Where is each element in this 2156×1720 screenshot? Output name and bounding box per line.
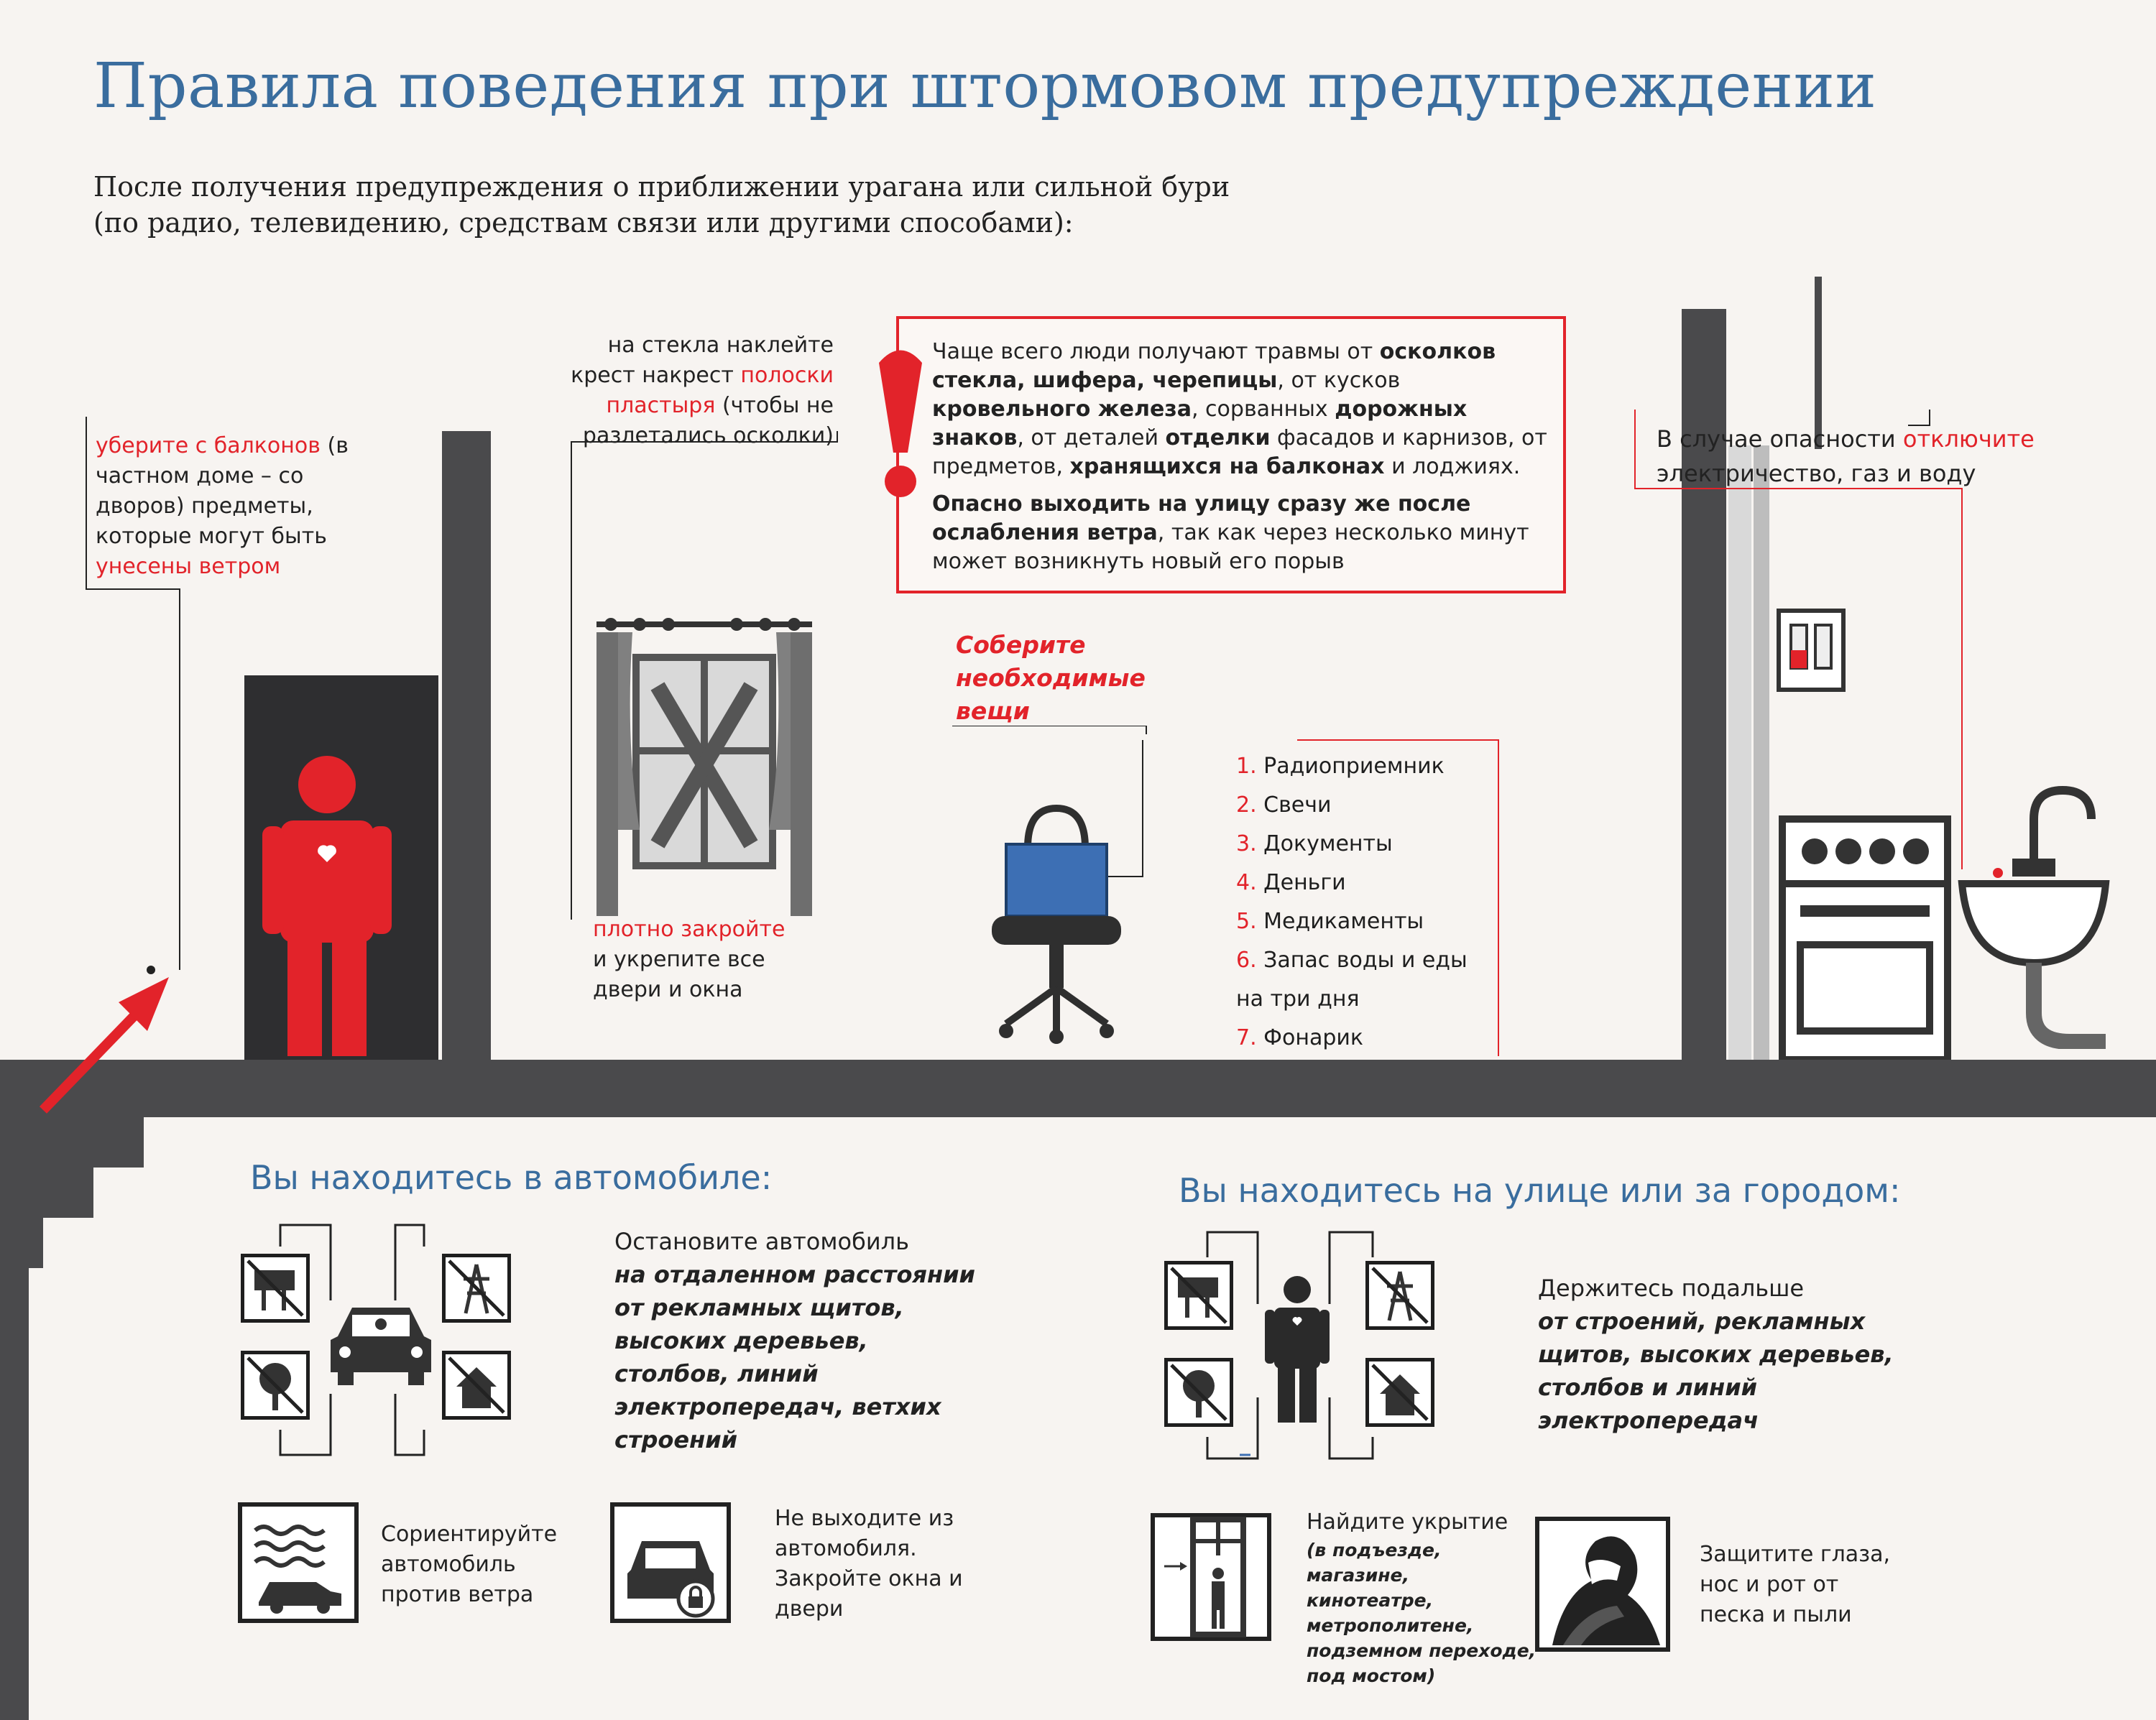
glass-note-accent: полоски пластыря (606, 363, 834, 418)
car-stop-note (614, 1225, 988, 1456)
wind-icon (237, 1502, 359, 1624)
collect-item-6 (1236, 941, 1468, 980)
collect-item-3 (1236, 825, 1468, 864)
collect-item-6b (1236, 980, 1468, 1019)
collect-item-text: Фонарик (1263, 1025, 1364, 1050)
collect-list (1236, 747, 1468, 1058)
lock-icon (609, 1502, 732, 1624)
doors-note-accent: плотно закройте (593, 917, 786, 942)
collect-item-num: 7. (1236, 1025, 1257, 1050)
face-cover-icon (1534, 1516, 1671, 1652)
warning-text-6: дорожных знаков (932, 397, 1468, 450)
collect-item-num: 2. (1236, 792, 1257, 818)
balcony-note-body: (в частном доме – со дворов) предметы, которые могут быть (96, 433, 349, 549)
warning-text-4: кровельного железа (932, 397, 1192, 422)
collect-item-num: 3. (1236, 831, 1257, 856)
collect-item-2 (1236, 786, 1468, 825)
collect-item-text: Радиоприемник (1263, 754, 1445, 779)
warning-text-8: отделки (1165, 425, 1271, 450)
warning-text-13: , так как через несколько минут может возникнуть новый его порыв (932, 520, 1529, 574)
collect-item-text: Запас воды и еды (1263, 948, 1468, 973)
collect-item-text: Деньги (1263, 870, 1346, 895)
warning-text (932, 338, 1565, 576)
warning-text-9: фасадов и карнизов, от предметов, (932, 425, 1547, 479)
switch-panel-icon (1775, 607, 1847, 693)
street-keep-title: Держитесь подальше (1538, 1275, 1805, 1302)
car-stop-body: на отдаленном расстоянии от рекламных щитов, высоких деревьев, столбов, линий электропередач, ветхих строений (614, 1261, 975, 1453)
collect-item-text: Медикаменты (1263, 909, 1424, 934)
warning-text-3: , от кусков (1277, 368, 1401, 393)
glass-note-body: на стекла наклейте крест накрест (571, 333, 834, 388)
person-icon (1265, 1275, 1330, 1423)
street-shelter-title: Найдите укрытие (1307, 1509, 1508, 1535)
power-pylon-icon (442, 1254, 511, 1323)
car-stop-title: Остановите автомобиль (614, 1228, 909, 1255)
street-shelter-note (1307, 1507, 1537, 1688)
house-icon (442, 1351, 511, 1420)
stove-icon (1779, 815, 1951, 1060)
tree-icon (241, 1351, 310, 1420)
billboard-icon (1164, 1261, 1233, 1330)
street-heading: Вы находитесь на улице или за городом: (1179, 1171, 1901, 1210)
collect-item-num: 5. (1236, 909, 1257, 934)
balcony-note (96, 431, 369, 582)
warning-text-2: осколков стекла, шифера, черепицы (932, 339, 1496, 393)
tree-icon (1164, 1358, 1233, 1427)
doors-note (593, 915, 808, 1005)
collect-item-text: Свечи (1263, 792, 1332, 818)
warning-text-5: , сорванных (1191, 397, 1328, 422)
utilities-note-tail: электричество, газ и воду (1657, 460, 1976, 487)
street-protect-note: Защитите глаза, нос и рот от песка и пыли (1700, 1542, 1891, 1627)
chair-icon (988, 916, 1125, 1045)
collect-item-text: Документы (1263, 831, 1393, 856)
power-pylon-icon (1365, 1261, 1434, 1330)
car-orient-note: Сориентируйте автомобиль против ветра (381, 1522, 558, 1607)
car-heading: Вы находитесь в автомобиле: (250, 1158, 773, 1197)
collect-item-1 (1236, 747, 1468, 786)
warning-text-11: и лоджиях. (1391, 454, 1521, 479)
car-icon (327, 1300, 435, 1387)
collect-item-num: 4. (1236, 870, 1257, 895)
bag-icon (1003, 805, 1110, 920)
collect-item-num: 6. (1236, 948, 1257, 973)
doors-note-body: и укрепите все двери и окна (593, 947, 765, 1002)
house-icon (1365, 1358, 1434, 1427)
warning-text-1: Чаще всего люди получают травмы от (932, 339, 1373, 364)
person-icon (262, 754, 392, 1056)
street-shelter-body: (в подъезде, магазине, кинотеатре, метрополитене, подземном переходе, под мостом) (1307, 1540, 1537, 1686)
collect-item-4 (1236, 864, 1468, 902)
collect-item-7 (1236, 1019, 1468, 1058)
glass-note-tail: (чтобы не разлетались осколки) (582, 393, 834, 448)
page-title: Правила поведения при штормовом предупреждении (93, 50, 1877, 122)
intro-text: После получения предупреждения о приближении урагана или сильной бури (по радио, телевидению, средствам связи или другими способами): (93, 171, 1230, 239)
balcony-note-accent: уберите с балконов (96, 433, 321, 458)
utilities-note-body: В случае опасности (1657, 425, 1896, 453)
warning-icon (875, 345, 926, 503)
utilities-note (1657, 422, 2088, 491)
balcony-note-accent2: унесены ветром (96, 554, 281, 579)
collect-title: Соберите необходимые вещи (956, 631, 1146, 725)
street-keep-body: от строений, рекламных щитов, высоких деревьев, столбов и линий электропередач (1538, 1308, 1894, 1434)
billboard-icon (241, 1254, 310, 1323)
collect-item-5 (1236, 902, 1468, 941)
warning-text-7: , от деталей (1017, 425, 1158, 450)
street-keep-note (1538, 1272, 1897, 1437)
shelter-door-icon (1150, 1512, 1272, 1642)
collect-item-num: 1. (1236, 754, 1257, 779)
sink-icon (1955, 776, 2113, 1049)
utilities-note-accent: отключите (1902, 425, 2035, 453)
car-stay-note: Не выходите из автомобиля. Закройте окна и двери (775, 1506, 963, 1622)
curtain-window-icon (582, 614, 826, 916)
warning-text-12: Опасно выходить на улицу сразу же после ослабления ветра (932, 491, 1471, 545)
collect-item-text: на три дня (1236, 986, 1360, 1012)
warning-text-10: хранящихся на балконах (1069, 454, 1385, 479)
